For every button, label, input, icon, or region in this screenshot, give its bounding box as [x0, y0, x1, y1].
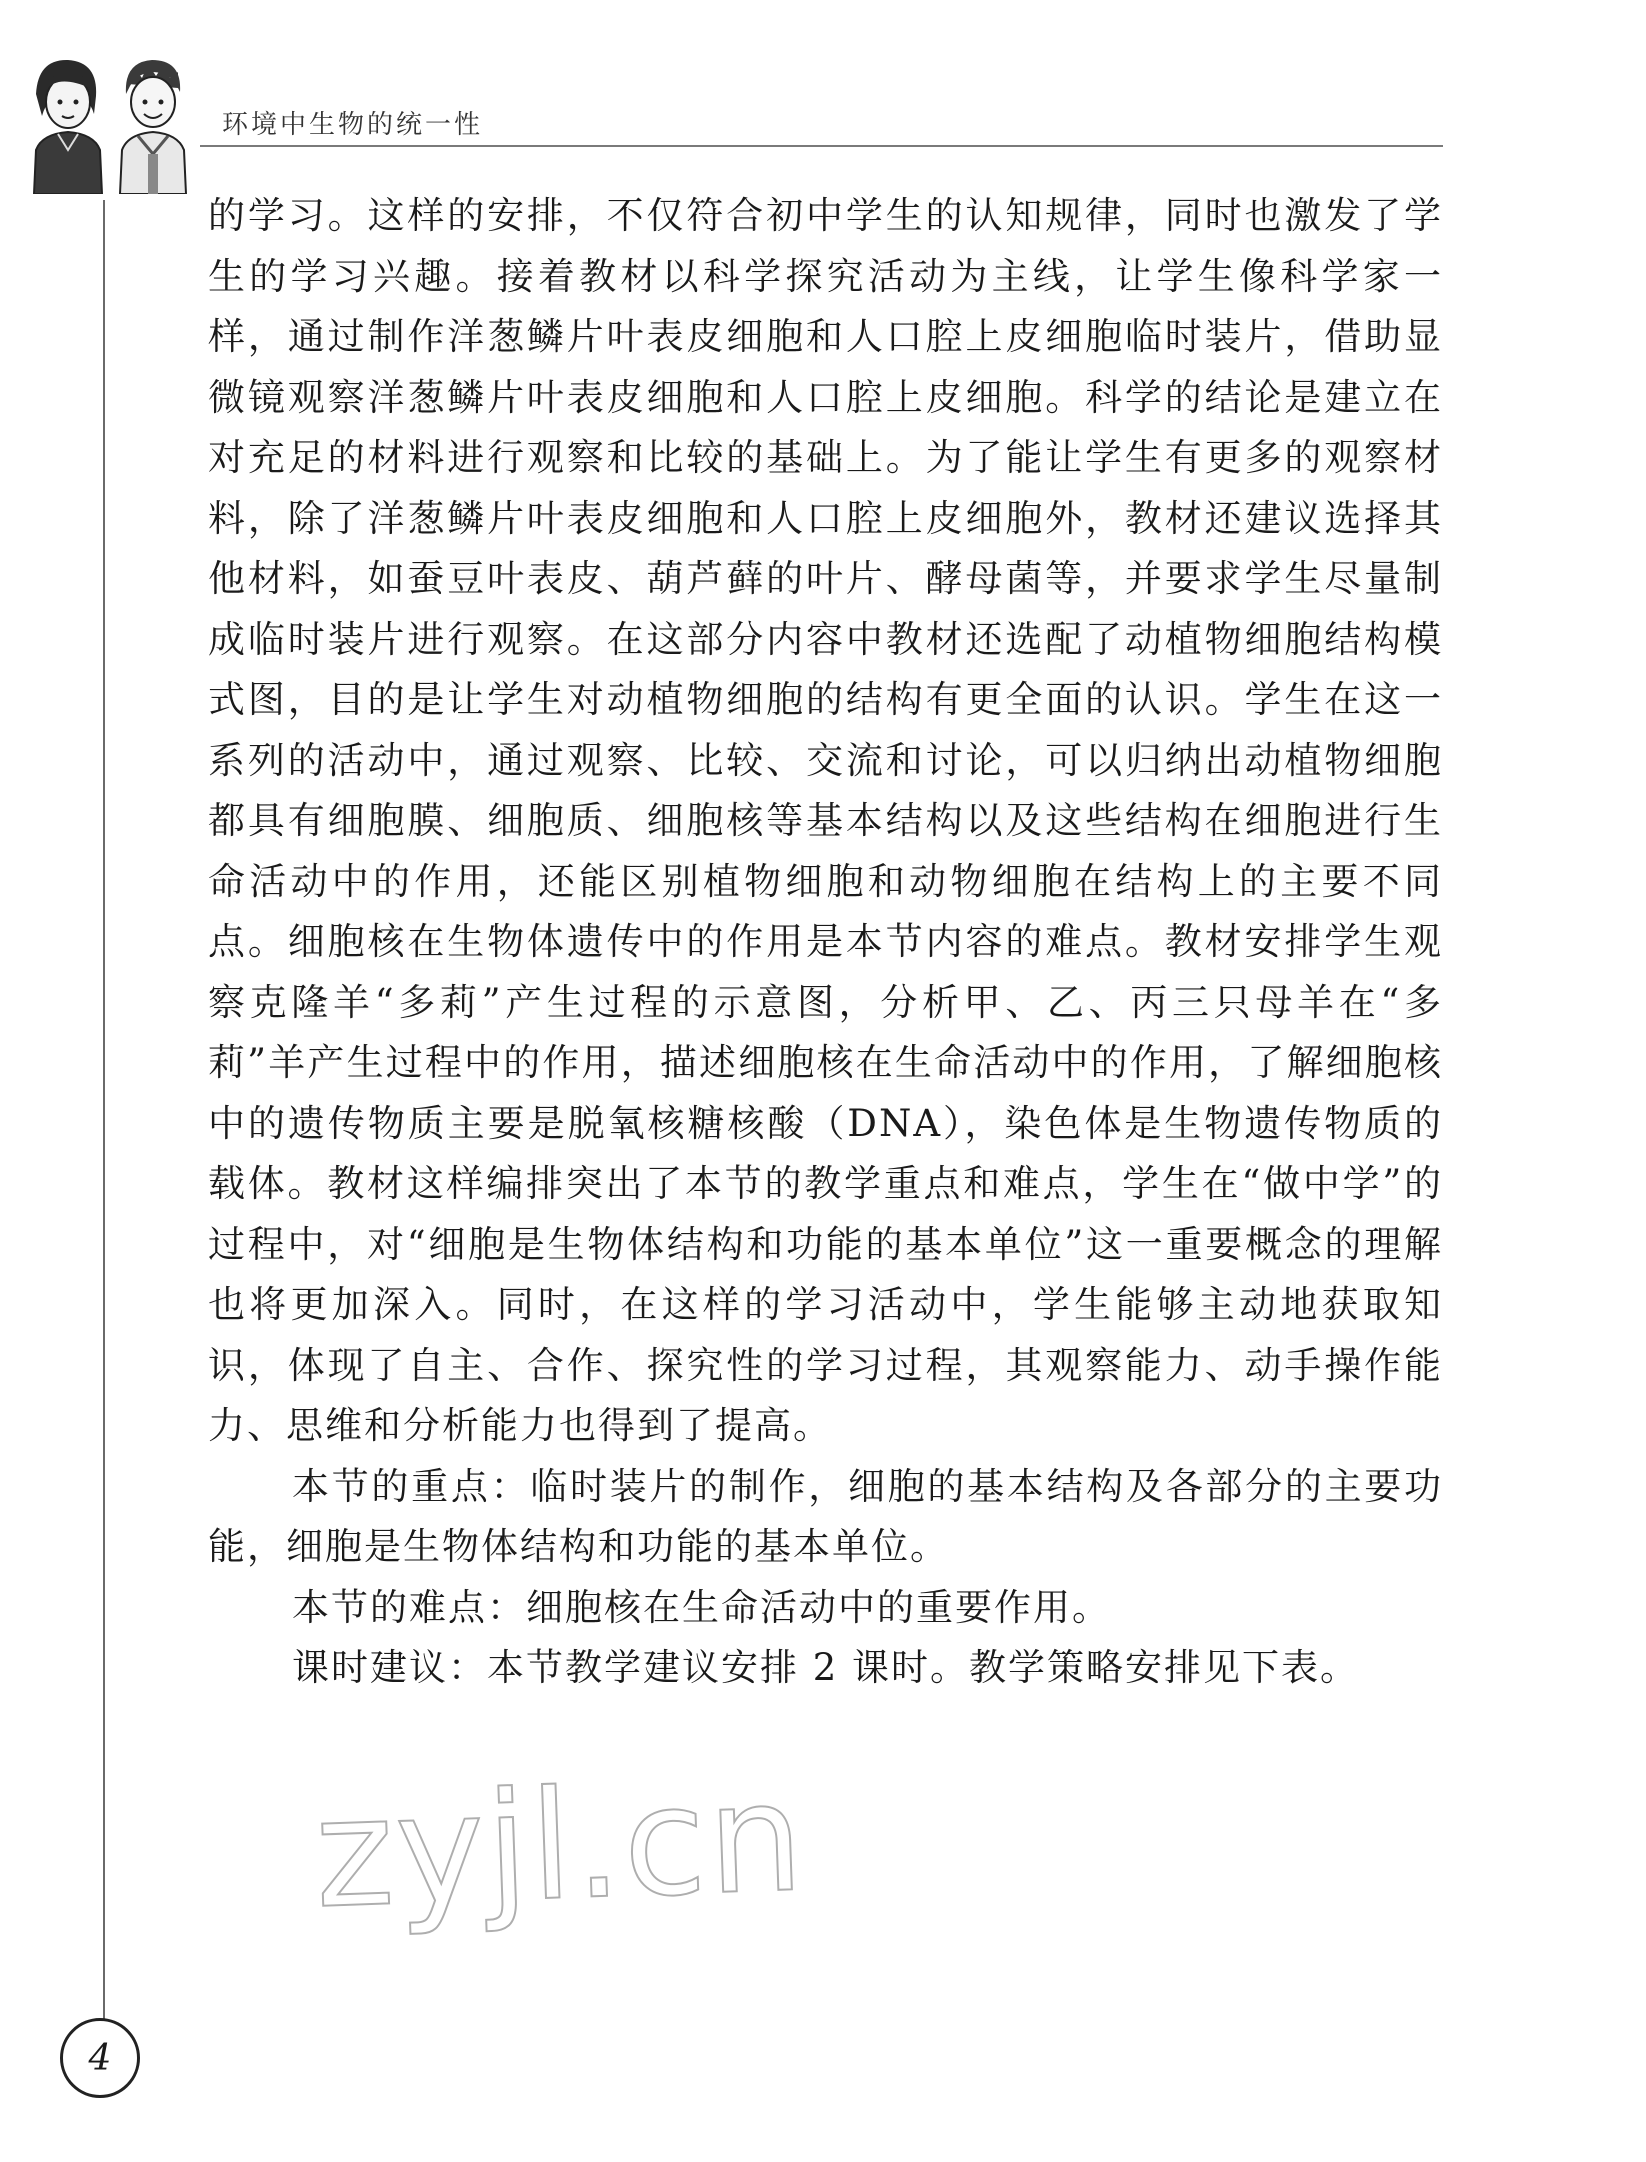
paragraph-difficulty: 本节的难点：细胞核在生命活动中的重要作用。 — [292, 1585, 1111, 1629]
paragraph-key-points: 本节的重点：临时装片的制作，细胞的基本结构及各部分的主要功能，细胞是生物体结构和功能的基本单位。 — [208, 1464, 1443, 1568]
paragraph-lesson-suggestion: 课时建议：本节教学建议安排 2 课时。教学策略安排见下表。 — [292, 1646, 1360, 1689]
body-text — [208, 186, 1443, 1699]
header-divider — [200, 145, 1443, 147]
margin-rule — [103, 200, 105, 2030]
student-avatars-illustration — [28, 54, 198, 194]
running-header-title: 环境中生物的统一性 — [222, 110, 484, 140]
girl-avatar-icon — [34, 60, 102, 194]
watermark-text: zyjl.cn — [312, 1750, 808, 1942]
paragraph-continued: 的学习。这样的安排，不仅符合初中学生的认知规律，同时也激发了学生的学习兴趣。接着教材以科学探究活动为主线，让学生像科学家一样，通过制作洋葱鳞片叶表皮细胞和人口腔上皮细胞临时装片，借助显微镜观察洋葱鳞片叶表皮细胞和人口腔上皮细胞。科学的结论是建立在对充足的材料进行观察和比较的基础上。为了能让学生有更多的观察材料，除了洋葱鳞片叶表皮细胞和人口腔上皮细胞外，教材还建议选择其他材料，如蚕豆叶表皮、葫芦藓的叶片、酵母菌等，并要求学生尽量制成临时装片进行观察。在这部分内容中教材还选配了动植物细胞结构模式图，目的是让学生对动植物细胞的结构有更全面的认识。学生在这一系列的活动中，通过观察、比较、交流和讨论，可以归纳出动植物细胞都具有细胞膜、细胞质、细胞核等基本结构以及这些结构在细胞进行生命活动中的作用，还能区别植物细胞和动物细胞在结构上的主要不同点。细胞核在生物体遗传中的作用是本节内容的难点。教材安排学生观察克隆羊“多莉”产生过程的示意图，分析甲、乙、丙三只母羊在“多莉”羊产生过程中的作用，描述细胞核在生命活动中的作用，了解细胞核中的遗传物质主要是脱氧核糖核酸（DNA），染色体是生物遗传物质的载体。教材这样编排突出了本节的教学重点和难点，学生在“做中学”的过程中，对“细胞是生物体结构和功能的基本单位”这一重要概念的理解也将更加深入。同时，在这样的学习活动中，学生能够主动地获取知识，体现了自主、合作、探究性的学习过程，其观察能力、动手操作能力、思维和分析能力也得到了提高。 — [208, 194, 1443, 1447]
page-number: 4 — [60, 2018, 140, 2098]
boy-avatar-icon — [120, 60, 186, 194]
